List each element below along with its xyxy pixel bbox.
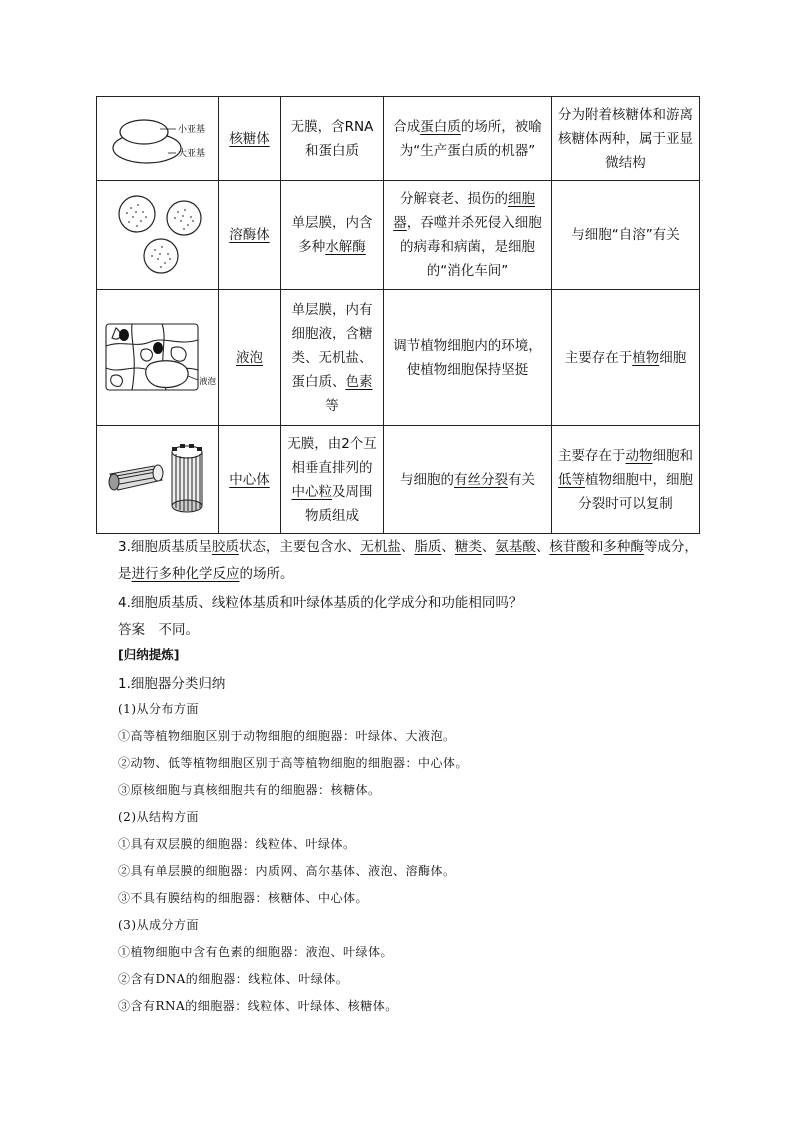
structure-cell: 无膜，含RNA和蛋白质 [281,97,384,181]
list-item: ①具有双层膜的细胞器：线粒体、叶绿体。 [118,837,356,851]
function-cell: 调节植物细胞内的环境，使植物细胞保持坚挺 [384,290,552,426]
table-row [97,181,700,290]
section-heading: (2)从结构方面 [118,810,199,824]
ribosome-large-subunit-label: 大亚基 [178,148,206,159]
list-item: ①植物细胞中含有色素的细胞器：液泡、叶绿体。 [118,945,394,959]
function-cell: 分解衰老、损伤的细胞器，吞噬并杀死侵入细胞的病毒和病菌，是细胞的“消化车间” [384,181,552,290]
organelle-name: 核糖体 [219,97,281,181]
vacuole-label: 液泡 [199,376,217,387]
lysosome-figure-cell [97,181,219,290]
table-row [97,426,700,534]
lysosome-figure [103,190,213,280]
table-row [97,97,700,181]
note-cell: 主要存在于动物细胞和低等植物细胞中，细胞分裂时可以复制 [552,426,700,534]
organelle-table [96,96,700,534]
section-heading: (3)从成分方面 [118,918,199,932]
ribosome-figure-cell [97,97,219,181]
list-item: ③含有RNA的细胞器：线粒体、叶绿体、核糖体。 [118,999,398,1013]
organelle-name: 液泡 [219,290,281,426]
function-cell: 合成蛋白质的场所，被喻为“生产蛋白质的机器” [384,97,552,181]
vacuole-figure-cell [97,290,219,426]
list-item: ②具有单层膜的细胞器：内质网、高尔基体、液泡、溶酶体。 [118,864,456,878]
vacuole-figure [102,318,220,398]
note-cell: 主要存在于植物细胞 [552,290,700,426]
structure-cell: 无膜，由2个互相垂直排列的中心粒及周围物质组成 [281,426,384,534]
centrosome-figure-cell [97,426,219,534]
organelle-name: 中心体 [219,426,281,534]
section-heading: (1)从分布方面 [118,702,199,716]
organelle-name: 溶酶体 [219,181,281,290]
list-item: ②含有DNA的细胞器：线粒体、叶绿体。 [118,972,349,986]
summary-header: [归纳提炼] [118,647,180,662]
note-cell: 与细胞“自溶”有关 [552,181,700,290]
note-cell: 分为附着核糖体和游离核糖体两种，属于亚显微结构 [552,97,700,181]
function-cell: 与细胞的有丝分裂有关 [384,426,552,534]
structure-cell: 单层膜，内有细胞液，含糖类、无机盐、蛋白质、色素等 [281,290,384,426]
answer: 答案 不同。 [118,622,199,638]
ribosome-small-subunit-label: 小亚基 [178,124,206,135]
structure-cell: 单层膜，内含多种水解酶 [281,181,384,290]
list-item: ②动物、低等植物细胞区别于高等植物细胞的细胞器：中心体。 [118,756,469,770]
ribosome-figure [102,109,218,169]
list-item: ③原核细胞与真核细胞共有的细胞器：核糖体。 [118,783,381,797]
summary-title: 1.细胞器分类归纳 [118,676,226,692]
list-item: ①高等植物细胞区别于动物细胞的细胞器：叶绿体、大液泡。 [118,729,456,743]
centrosome-figure [102,440,220,520]
list-item: ③不具有膜结构的细胞器：核糖体、中心体。 [118,891,369,905]
paragraph-3: 3.细胞质基质呈胶质状态，主要包含水、无机盐、脂质、糖类、氨基酸、核苷酸和多种酶等成分，是进行多种化学反应的场所。 [118,539,698,582]
table-row [97,290,700,426]
paragraph-4: 4.细胞质基质、线粒体基质和叶绿体基质的化学成分和功能相同吗？ [118,595,523,611]
